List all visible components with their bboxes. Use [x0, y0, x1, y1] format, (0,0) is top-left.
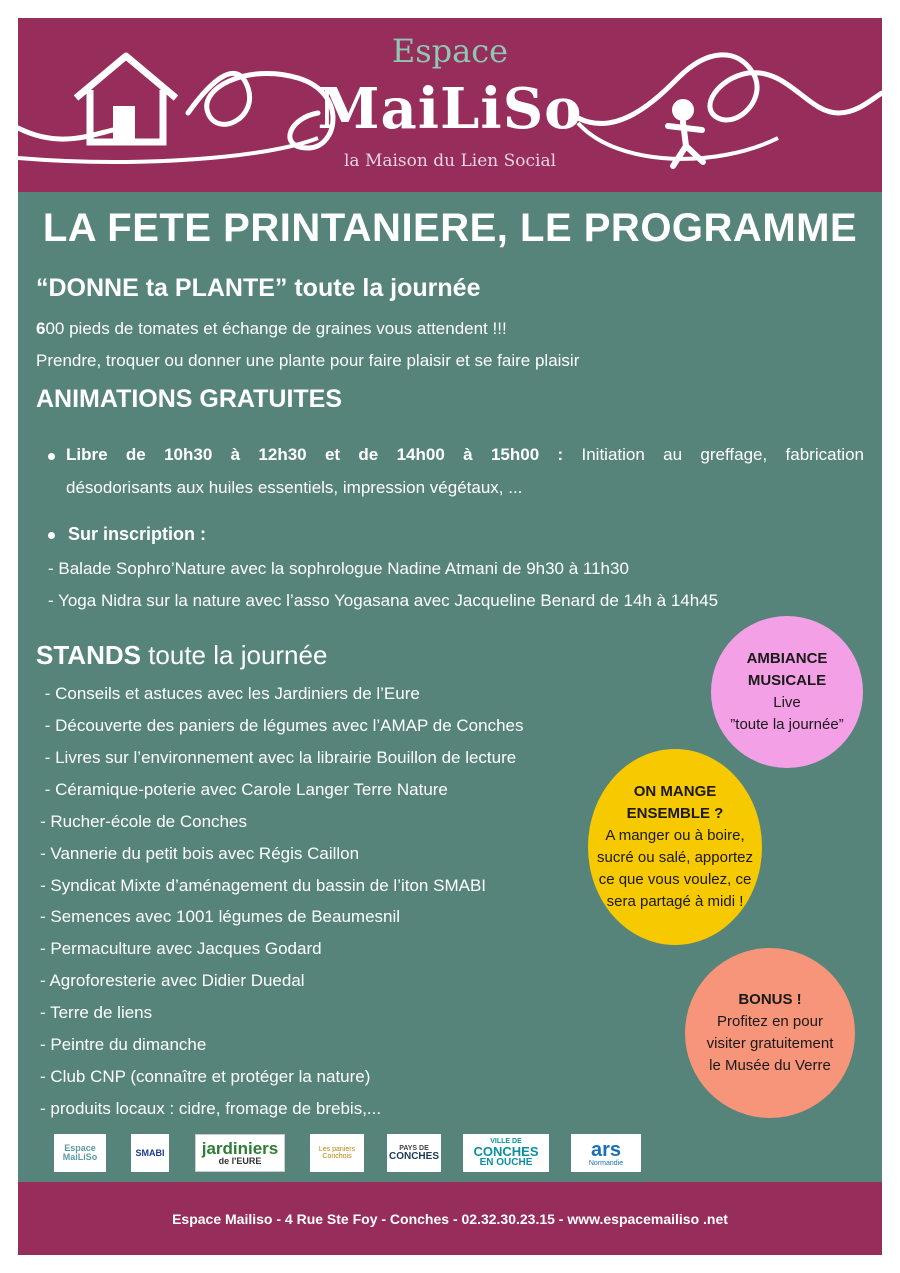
inscription-label: Sur inscription :	[68, 524, 207, 544]
logo-conches-en-ouche	[463, 1134, 549, 1172]
brand-espace: Espace	[391, 32, 509, 70]
bonus-circle	[685, 948, 855, 1118]
stand-item: - Découverte des paniers de légumes avec l’AMAP de Conches	[40, 716, 524, 735]
logo-jardiniers	[195, 1134, 285, 1172]
stand-item: - Conseils et astuces avec les Jardiniers de l’Eure	[40, 684, 420, 703]
bonus-text-3: le Musée du Verre	[709, 1057, 831, 1074]
ambiance-title-2: MUSICALE	[747, 672, 827, 689]
stand-item: - Peintre du dimanche	[40, 1035, 207, 1054]
stand-item: - Agroforesterie avec Didier Duedal	[40, 971, 305, 990]
libre-label: Libre de 10h30 à 12h30 et de 14h00 à 15h00 :	[66, 445, 564, 464]
logo-ars	[571, 1134, 641, 1172]
mange-title-1: ON MANGE	[633, 783, 717, 800]
mange-title-2: ENSEMBLE ?	[626, 805, 724, 822]
mange-circle	[588, 749, 762, 945]
stand-item: - Livres sur l’environnement avec la librairie Bouillon de lecture	[40, 748, 517, 767]
donne-line-1-bold: 6	[36, 319, 46, 338]
stands-heading	[36, 640, 327, 671]
logo-conches-top: VILLE DE	[490, 1138, 522, 1145]
mange-text-3: ce que vous voulez, ce	[598, 871, 752, 888]
donne-heading: “DONNE ta PLANTE” toute la journée	[36, 274, 481, 302]
stand-item: - produits locaux : cidre, fromage de brebis,...	[40, 1099, 382, 1118]
stand-item: - Vannerie du petit bois avec Régis Caillon	[40, 844, 360, 863]
bullet-dot	[48, 532, 55, 539]
logo-smabi: SMABI	[131, 1134, 169, 1172]
footer-contact: Espace Mailiso - 4 Rue Ste Foy - Conches - 02.32.30.23.15 - www.espacemailiso .net	[172, 1210, 728, 1227]
ambiance-title-1: AMBIANCE	[746, 650, 828, 667]
stand-item: - Rucher-école de Conches	[40, 812, 247, 831]
bonus-title: BONUS !	[738, 991, 802, 1008]
libre-text: Initiation au greffage, fabrication	[581, 445, 864, 464]
stands-heading-bold: STANDS	[36, 640, 141, 670]
stand-item: - Syndicat Mixte d’aménagement du bassin de l’iton SMABI	[40, 876, 487, 895]
bonus-text-2: visiter gratuitement	[706, 1035, 834, 1052]
ambiance-text-2: ”toute la journée”	[730, 716, 844, 733]
footer-bar	[18, 1182, 882, 1255]
ambiance-text-1: Live	[773, 694, 801, 711]
stand-item: - Céramique-poterie avec Carole Langer Terre Nature	[40, 780, 448, 799]
animations-heading: ANIMATIONS GRATUITES	[36, 385, 343, 413]
logo-paniers: Les paniers Conchois	[310, 1134, 364, 1172]
logo-conches-sub: EN OUCHE	[479, 1157, 533, 1168]
logo-mailiso: Espace MaiLiSo	[54, 1134, 106, 1172]
logo-ars-sub: Normandie	[588, 1159, 624, 1167]
logo-pays-top: PAYS DE	[399, 1144, 429, 1152]
inscription-item: - Yoga Nidra sur la nature avec l’asso Yogasana avec Jacqueline Benard de 14h à 14h45	[48, 591, 719, 610]
mange-text-4: sera partagé à midi !	[606, 893, 744, 910]
ambiance-circle	[711, 616, 863, 768]
libre-line	[66, 445, 864, 465]
stands-heading-rest: toute la journée	[140, 640, 328, 670]
brand-mailiso: MaiLiSo	[317, 76, 583, 142]
donne-line-2: Prendre, troquer ou donner une plante pour faire plaisir et se faire plaisir	[36, 351, 580, 370]
program-panel	[18, 192, 882, 1182]
stand-item: - Semences avec 1001 légumes de Beaumesnil	[40, 907, 401, 926]
logo-ars-main: ars	[590, 1138, 622, 1161]
stand-item: - Club CNP (connaître et protéger la nature)	[40, 1067, 371, 1086]
logo-conches-main: CONCHES	[473, 1144, 539, 1159]
bullet-dot	[48, 453, 55, 460]
donne-line-1	[36, 319, 507, 339]
stand-item: - Permaculture avec Jacques Godard	[40, 939, 322, 958]
mange-text-2: sucré ou salé, apportez	[597, 849, 753, 866]
logo-jardiniers-main: jardiniers	[201, 1139, 279, 1158]
donne-line-1-text: 00 pieds de tomates et échange de graines vous attendent !!!	[45, 319, 507, 338]
libre-line-2: désodorisants aux huiles essentiels, impression végétaux, ...	[66, 478, 523, 497]
mange-text-1: A manger ou à boire,	[605, 827, 745, 844]
brand-tagline: la Maison du Lien Social	[343, 151, 557, 171]
page-title: LA FETE PRINTANIERE, LE PROGRAMME	[42, 206, 858, 250]
logo-pays-conches	[387, 1134, 441, 1172]
stand-item: - Terre de liens	[40, 1003, 153, 1022]
bonus-text-1: Profitez en pour	[717, 1013, 823, 1030]
logo-pays-main: CONCHES	[388, 1150, 439, 1162]
inscription-item: - Balade Sophro’Nature avec la sophrologue Nadine Atmani de 9h30 à 11h30	[48, 559, 629, 578]
logo-jardiniers-sub: de l'EURE	[218, 1156, 262, 1166]
header-banner	[18, 18, 882, 192]
